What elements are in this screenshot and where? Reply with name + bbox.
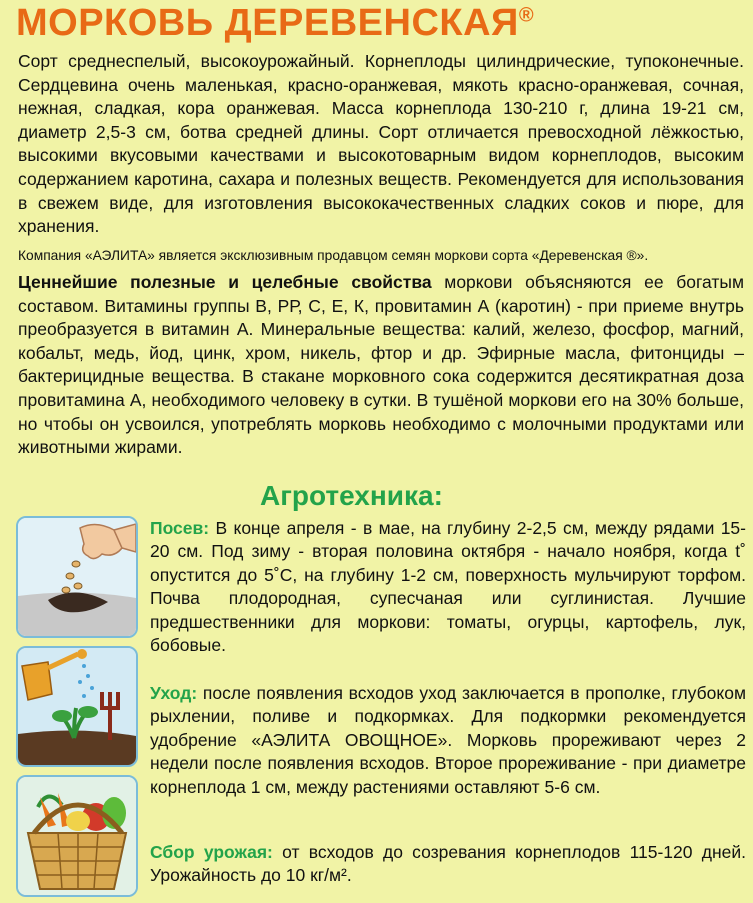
- care-lead: Уход:: [150, 683, 198, 703]
- care-text: после появления всходов уход заключается в прополке, глубоком рыхлении, поливе и подкормках. Для подкормки рекомендуется удобрение «АЭЛИТА ОВОЩНОЕ». Морковь прореживают через 2 недели после появления всходов. Второе прореживание - при диаметре корнеплода 1 см, между растениями оставляют 5-6 см.: [150, 683, 746, 797]
- watering-can-icon: [16, 646, 138, 767]
- properties-paragraph: [18, 271, 744, 460]
- properties-text: моркови объясняются ее богатым составом. Витамины группы В, РР, С, Е, К, провитамин А (каротин) - при приеме внутрь преобразуется в витамин А. Минеральные вещества: калий, железо, фосфор, магний, кобальт, медь, йод, цинк, хром, никель, фтор и др. Эфирные масла, фитонциды – бактерицидные вещества. В стакане морковного сока содержится десятикратная доза провитамина А, необходимого человеку в сутки. В тушёной моркови его на 30% больше, но чтобы он усвоился, употреблять морковь необходимо с молочными продуктами или животными жирами.: [18, 272, 744, 458]
- variety-description: Сорт среднеспелый, высокоурожайный. Корнеплоды цилиндрические, тупоконечные. Сердцевина очень маленькая, красно-оранжевая, мякоть красно-оранжевая, сочная, нежная, сладкая, кора оранжевая. Масса корнеплода 130-210 г, длина 19-21 см, диаметр 2,5-3 см, ботва средней длины. Сорт отличается превосходной лёжкостью, высокими вкусовыми качествами и высокотоварным видом корнеплодов, высоким содержанием каротина, сахара и полезных веществ. Рекомендуется для использования в свежем виде, для изготовления высококачественных сладких соков и пюре, для хранения.: [18, 51, 744, 237]
- registered-mark: ®: [518, 4, 535, 27]
- sowing-hand-icon: [16, 516, 138, 638]
- page-title: МОРКОВЬ ДЕРЕВЕНСКАЯ®: [16, 2, 535, 44]
- harvest-basket-icon: [16, 775, 138, 897]
- harvest-text: от всходов до созревания корнеплодов 115-120 дней. Урожайность до 10 кг/м².: [150, 842, 746, 886]
- harvest-lead: Сбор урожая:: [150, 842, 273, 862]
- care-paragraph: [150, 682, 746, 799]
- company-note: Компания «АЭЛИТА» является эксклюзивным продавцом семян моркови сорта «Деревенская ®».: [18, 248, 649, 263]
- properties-lead: Ценнейшие полезные и целебные свойства: [18, 272, 432, 292]
- sowing-paragraph: [150, 517, 746, 657]
- agro-section-title: Агротехника:: [260, 480, 443, 511]
- sowing-lead: Посев:: [150, 518, 210, 538]
- harvest-paragraph: [150, 841, 746, 888]
- sowing-text: В конце апреля - в мае, на глубину 2-2,5 см, между рядами 15-20 см. Под зиму - вторая половина октября - начало ноября, когда t˚ опустится до 5˚С, на глубину 1-2 см, поверхность мульчируют торфом. Почва плодородная, супесчаная или суглинистая. Лучшие предшественники для моркови: томаты, огурцы, картофель, лук, бобовые.: [150, 518, 746, 656]
